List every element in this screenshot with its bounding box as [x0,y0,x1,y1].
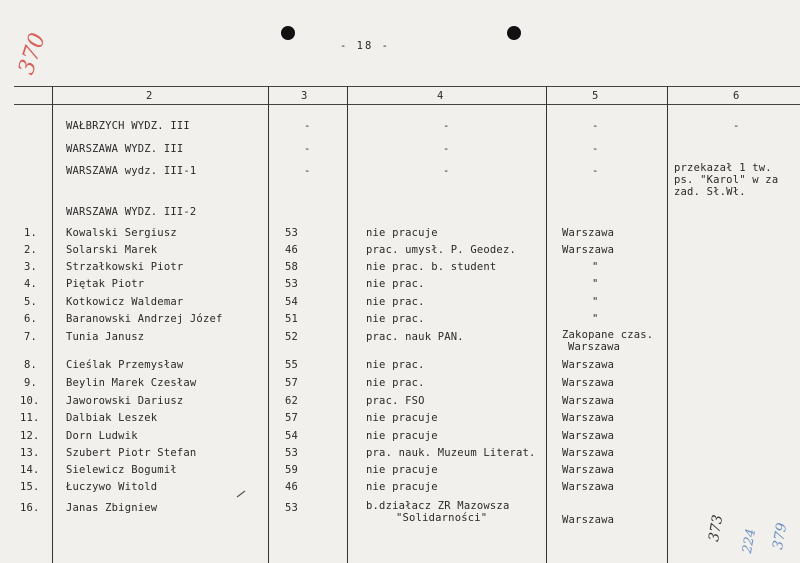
row-place: Warszawa [562,359,615,371]
row-age: 46 [285,481,299,493]
section-title: WAŁBRZYCH WYDZ. III [66,120,190,132]
punch-hole-left [281,26,295,40]
handwritten-archive-number-3: 224 [740,527,760,555]
row-status: nie pracuje [366,464,438,476]
remark-line-3: zad. Sł.Wł. [674,186,746,198]
section-title: WARSZAWA wydz. III-1 [66,165,197,177]
column-header-6: 6 [733,90,740,102]
row-name: Szubert Piotr Stefan [66,447,197,459]
row-place: Warszawa [562,481,615,493]
punch-hole-right [507,26,521,40]
section-col3: - [304,143,311,155]
section-title: WARSZAWA WYDZ. III [66,143,184,155]
row-place: Warszawa [562,395,615,407]
row-number: 7. [24,331,38,343]
row-name: Sielewicz Bogumił [66,464,177,476]
row-place: Warszawa [562,447,615,459]
row-status: prac. umysł. P. Geodez. [366,244,516,256]
section-col4: - [443,165,450,177]
row-age: 59 [285,464,299,476]
row-number: 15. [20,481,40,493]
section-col5: - [592,120,599,132]
row-number: 13. [20,447,40,459]
row-age: 54 [285,296,299,308]
column-header-3: 3 [301,90,308,102]
header-bottom-rule [14,104,800,105]
row-name: Piętak Piotr [66,278,145,290]
row-name: Jaworowski Dariusz [66,395,184,407]
row-status: pra. nauk. Muzeum Literat. [366,447,536,459]
column-divider-1 [52,86,53,563]
row-age: 55 [285,359,299,371]
row-name: Dalbiak Leszek [66,412,158,424]
row-name: Solarski Marek [66,244,158,256]
row-place: Zakopane czas. [562,329,654,341]
section-col4: - [443,120,450,132]
page-number: - 18 - [340,40,390,52]
row-status: nie pracuje [366,430,438,442]
row-place: Warszawa [562,227,615,239]
column-header-5: 5 [592,90,599,102]
column-divider-4 [546,86,547,563]
row-number: 12. [20,430,40,442]
row-name: Baranowski Andrzej Józef [66,313,223,325]
row-name: Kotkowicz Waldemar [66,296,184,308]
row-status: nie prac. b. student [366,261,497,273]
row-age: 52 [285,331,299,343]
row-place: Warszawa [562,412,615,424]
row-number: 16. [20,502,40,514]
column-header-4: 4 [437,90,444,102]
row-place: " [592,296,599,308]
row-age: 53 [285,502,299,514]
row-status: nie prac. [366,313,425,325]
handwritten-page-number: 370 [14,30,51,78]
row-age: 57 [285,412,299,424]
row-name: Kowalski Sergiusz [66,227,177,239]
row-age: 46 [285,244,299,256]
row-status: nie prac. [366,377,425,389]
row-status: prac. nauk PAN. [366,331,464,343]
remark-line-1: przekazał 1 tw. [674,162,772,174]
column-divider-2 [268,86,269,563]
section-col4: - [443,143,450,155]
row-place: " [592,261,599,273]
header-top-rule [14,86,800,87]
handwritten-archive-number-2: 379 [770,521,791,551]
column-divider-3 [347,86,348,563]
row-name: Łuczywo Witold [66,481,158,493]
row-number: 4. [24,278,38,290]
row-number: 6. [24,313,38,325]
row-status: nie pracuje [366,481,438,493]
row-status-line2: "Solidarności" [396,512,488,524]
handwritten-archive-number-1: 373 [706,513,727,543]
row-place: " [592,313,599,325]
row-status: nie prac. [366,296,425,308]
row-status: nie prac. [366,278,425,290]
row-name: Strzałkowski Piotr [66,261,184,273]
row-number: 10. [20,395,40,407]
row-age: 53 [285,278,299,290]
row-place: " [592,278,599,290]
row-number: 3. [24,261,38,273]
section-col5: - [592,165,599,177]
section-col6: - [733,120,740,132]
row-status: b.działacz ZR Mazowsza [366,500,510,512]
row-status: nie prac. [366,359,425,371]
row-name: Beylin Marek Czesław [66,377,197,389]
row-place: Warszawa [562,464,615,476]
row-place: Warszawa [562,514,615,526]
remark-line-2: ps. "Karol" w za [674,174,779,186]
row-status: nie pracuje [366,412,438,424]
row-age: 53 [285,447,299,459]
row-number: 14. [20,464,40,476]
pen-mark [236,490,246,498]
row-place: Warszawa [562,244,615,256]
row-age: 53 [285,227,299,239]
row-place: Warszawa [562,430,615,442]
section-title: WARSZAWA WYDZ. III-2 [66,206,197,218]
row-status: nie pracuje [366,227,438,239]
row-number: 9. [24,377,38,389]
row-name: Janas Zbigniew [66,502,158,514]
row-number: 1. [24,227,38,239]
row-place-line2: Warszawa [568,341,621,353]
row-number: 5. [24,296,38,308]
row-number: 11. [20,412,40,424]
row-name: Tunia Janusz [66,331,145,343]
column-divider-5 [667,86,668,563]
section-col5: - [592,143,599,155]
row-name: Cieślak Przemysław [66,359,184,371]
section-col3: - [304,165,311,177]
row-number: 8. [24,359,38,371]
row-place: Warszawa [562,377,615,389]
row-number: 2. [24,244,38,256]
row-age: 58 [285,261,299,273]
column-header-2: 2 [146,90,153,102]
row-age: 62 [285,395,299,407]
row-age: 51 [285,313,299,325]
section-col3: - [304,120,311,132]
row-name: Dorn Ludwik [66,430,138,442]
row-age: 54 [285,430,299,442]
row-age: 57 [285,377,299,389]
row-status: prac. FSO [366,395,425,407]
